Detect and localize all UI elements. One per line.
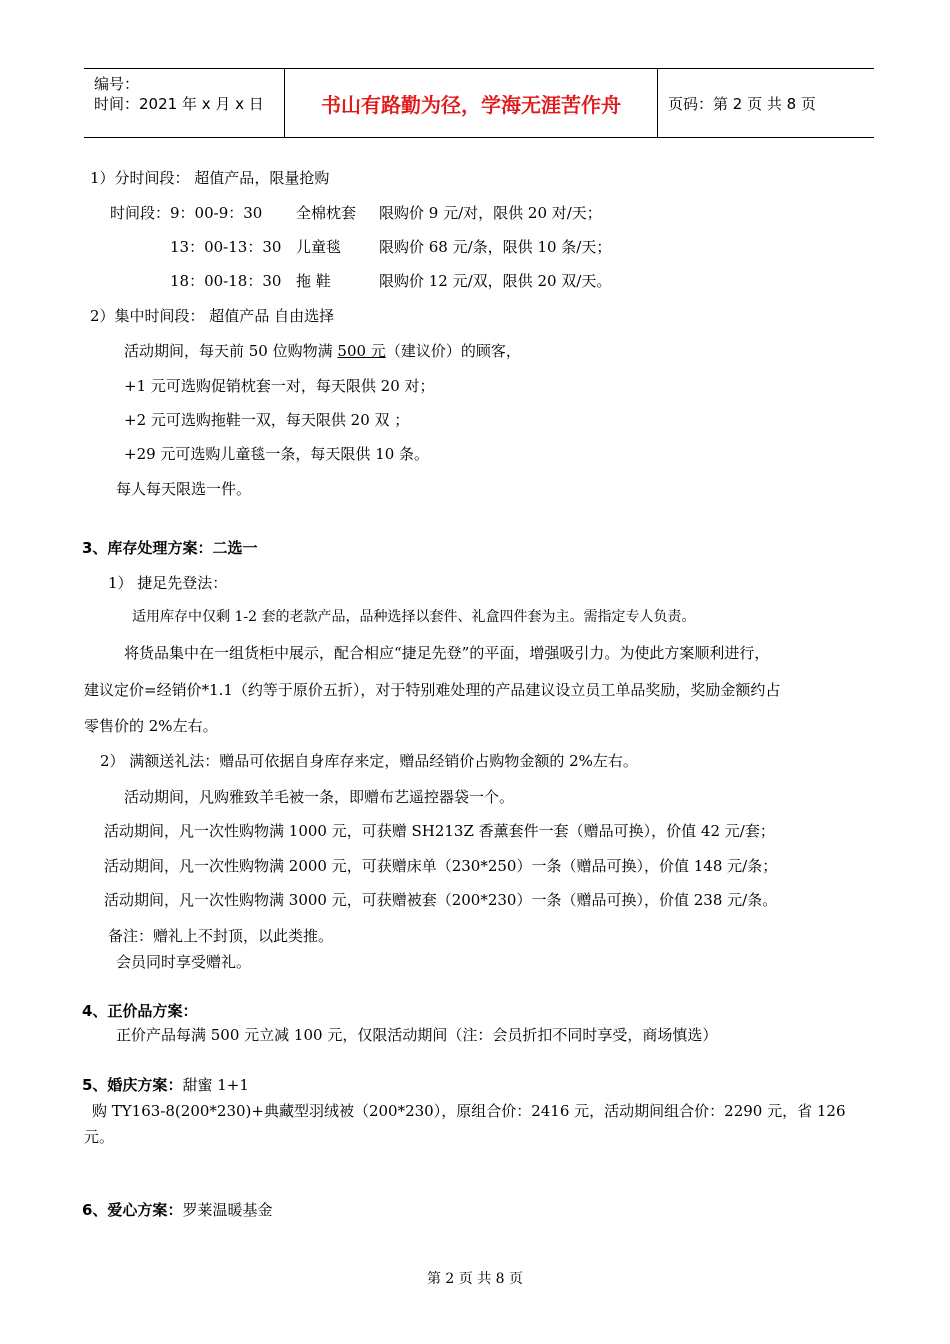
section3-title: 3、库存处理方案：二选一	[82, 539, 258, 557]
method1-desc: 适用库存中仅剩 1-2 套的老款产品，品种选择以套件、礼盒四件套为主。需指定专人负责。	[132, 609, 696, 625]
method1-para2: 建议定价=经销价*1.1（约等于原价五折），对于特别难处理的产品建议设立员工单品奖励，奖励金额约占	[84, 681, 781, 699]
row3-item: 拖 鞋	[296, 272, 331, 290]
section5-subtitle: 甜蜜 1+1	[182, 1076, 249, 1094]
limit-line: 每人每天限选一件。	[116, 480, 252, 498]
row3-price: 限购价 12 元/双，限供 20 双/天。	[379, 272, 612, 290]
section5-body2: 元。	[84, 1128, 115, 1146]
method2-line3: 活动期间，凡一次性购物满 2000 元，可获赠床单（230*250）一条（赠品可换），价值 148 元/条；	[104, 857, 778, 875]
option-2: +2 元可选购拖鞋一双，每天限供 20 双 ；	[124, 411, 410, 429]
section6-heading	[82, 1200, 272, 1220]
method2-line2: 活动期间，凡一次性购物满 1000 元，可获赠 SH213Z 香薰套件一套（赠品可换），价值 42 元/套；	[104, 822, 775, 840]
activity-post: （建议价）的顾客，	[385, 342, 521, 360]
method2-title: 2） 满额送礼法：赠品可依据自身库存来定，赠品经销价占购物金额的 2%左右。	[100, 752, 638, 770]
page-header	[84, 68, 874, 138]
section5-title: 5、婚庆方案：	[82, 1076, 183, 1094]
number-label: 编号：	[94, 75, 140, 93]
section5-body1: 购 TY163-8(200*230)+典藏型羽绒被（200*230），原组合价：2416 元，活动期间组合价：2290 元，省 126	[92, 1102, 846, 1120]
time-label: 时间：2021 年 x 月 x 日	[94, 95, 264, 113]
option-3: +29 元可选购儿童毯一条，每天限供 10 条。	[124, 445, 430, 463]
method1-title: 1） 捷足先登法：	[108, 574, 228, 592]
header-left-cell	[84, 69, 285, 137]
row2-time: 13：00-13：30	[170, 238, 282, 256]
section4-body: 正价产品每满 500 元立减 100 元，仅限活动期间（注：会员折扣不同时享受，商场慎选）	[116, 1026, 718, 1044]
activity-amount: 500 元	[337, 342, 386, 360]
section4-title: 4、正价品方案：	[82, 1002, 198, 1020]
method2-line1: 活动期间，凡购雅致羊毛被一条，即赠布艺遥控器袋一个。	[124, 788, 515, 806]
activity-line	[124, 341, 521, 361]
motto: 书山有路勤为径，学海无涯苦作舟	[285, 69, 658, 137]
row1-time: 时间段：9：00-9：30	[110, 204, 263, 222]
section6-subtitle: 罗莱温暖基金	[182, 1201, 273, 1219]
row2-item: 儿童毯	[296, 238, 342, 256]
row1-item: 全棉枕套	[296, 204, 357, 222]
method2-line4: 活动期间，凡一次性购物满 3000 元，可获赠被套（200*230）一条（赠品可换），价值 238 元/条。	[104, 891, 778, 909]
part1-line2: 2）集中时间段： 超值产品 自由选择	[90, 307, 335, 325]
section6-title: 6、爱心方案：	[82, 1201, 183, 1219]
section5-heading	[82, 1075, 249, 1095]
note-1: 备注：赠礼上不封顶，以此类推。	[108, 927, 334, 945]
part1-line1: 1）分时间段： 超值产品，限量抢购	[90, 169, 330, 187]
page-footer: 第 2 页 共 8 页	[426, 1271, 524, 1287]
activity-pre: 活动期间，每天前 50 位购物满	[124, 342, 338, 360]
row1-price: 限购价 9 元/对，限供 20 对/天；	[379, 204, 602, 222]
row2-price: 限购价 68 元/条，限供 10 条/天；	[379, 238, 612, 256]
row3-time: 18：00-18：30	[170, 272, 282, 290]
page-label: 页码：第 2 页 共 8 页	[668, 95, 816, 113]
note-2: 会员同时享受赠礼。	[116, 953, 252, 971]
method1-para3: 零售价的 2%左右。	[84, 717, 218, 735]
method1-para1: 将货品集中在一组货柜中展示，配合相应“捷足先登”的平面，增强吸引力。为使此方案顺利进行，	[124, 644, 770, 662]
option-1: +1 元可选购促销枕套一对，每天限供 20 对；	[124, 377, 435, 395]
